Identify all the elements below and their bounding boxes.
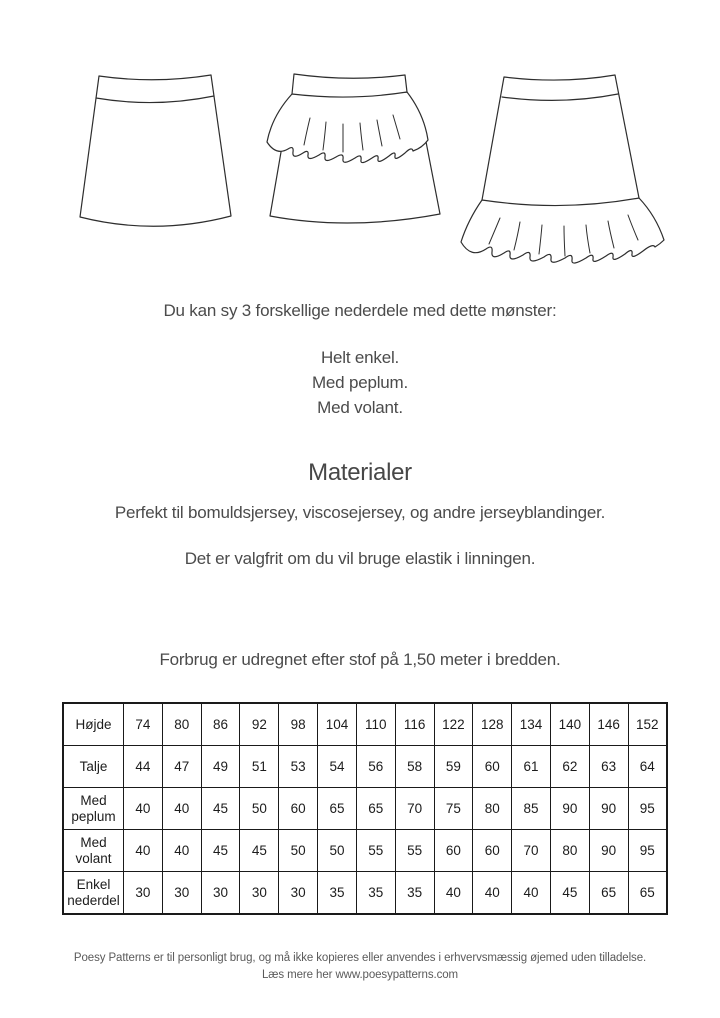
size-value-cell: 40 bbox=[473, 872, 512, 915]
size-value-cell: 35 bbox=[356, 872, 395, 915]
size-value-cell: 90 bbox=[589, 830, 628, 872]
skirt-peplum-illustration bbox=[256, 68, 446, 230]
size-value-cell: 92 bbox=[240, 703, 279, 746]
size-value-cell: 75 bbox=[434, 788, 473, 830]
size-value-cell: 40 bbox=[124, 830, 163, 872]
row-label: Med volant bbox=[63, 830, 124, 872]
intro-text: Du kan sy 3 forskellige nederdele med dette mønster: bbox=[163, 301, 557, 320]
size-value-cell: 47 bbox=[162, 746, 201, 788]
footer-copyright-text: Poesy Patterns er til personligt brug, og må ikke kopieres eller anvendes i erhvervsmæssig øjemed uden tilladelse. bbox=[73, 952, 647, 964]
size-value-cell: 50 bbox=[279, 830, 318, 872]
variant-list bbox=[0, 345, 720, 420]
size-value-cell: 55 bbox=[356, 830, 395, 872]
size-value-cell: 152 bbox=[628, 703, 667, 746]
footer bbox=[0, 950, 720, 984]
size-value-cell: 60 bbox=[434, 830, 473, 872]
size-value-cell: 50 bbox=[240, 788, 279, 830]
table-row bbox=[63, 788, 667, 830]
skirt-volant-illustration bbox=[458, 68, 666, 270]
fabric-usage-note: Forbrug er udregnet efter stof på 1,50 meter i bredden. bbox=[159, 650, 561, 669]
size-value-cell: 80 bbox=[162, 703, 201, 746]
size-value-cell: 95 bbox=[628, 788, 667, 830]
size-value-cell: 65 bbox=[589, 872, 628, 915]
variant-item-enkel: Helt enkel. bbox=[320, 348, 400, 367]
size-value-cell: 30 bbox=[124, 872, 163, 915]
variant-item-peplum: Med peplum. bbox=[311, 373, 409, 392]
size-value-cell: 60 bbox=[473, 830, 512, 872]
size-value-cell: 45 bbox=[550, 872, 589, 915]
size-value-cell: 80 bbox=[473, 788, 512, 830]
size-value-cell: 40 bbox=[512, 872, 551, 915]
plain-skirt-drawing bbox=[71, 66, 243, 238]
row-label: Enkel nederdel bbox=[63, 872, 124, 915]
size-value-cell: 30 bbox=[162, 872, 201, 915]
size-value-cell: 60 bbox=[279, 788, 318, 830]
table-row bbox=[63, 830, 667, 872]
volant-skirt-drawing bbox=[458, 68, 666, 270]
size-value-cell: 45 bbox=[201, 788, 240, 830]
size-value-cell: 45 bbox=[201, 830, 240, 872]
size-value-cell: 104 bbox=[318, 703, 357, 746]
size-value-cell: 61 bbox=[512, 746, 551, 788]
size-value-cell: 40 bbox=[124, 788, 163, 830]
size-value-cell: 44 bbox=[124, 746, 163, 788]
size-value-cell: 54 bbox=[318, 746, 357, 788]
size-value-cell: 134 bbox=[512, 703, 551, 746]
size-value-cell: 146 bbox=[589, 703, 628, 746]
size-value-cell: 140 bbox=[550, 703, 589, 746]
size-value-cell: 86 bbox=[201, 703, 240, 746]
size-value-cell: 65 bbox=[318, 788, 357, 830]
size-value-cell: 59 bbox=[434, 746, 473, 788]
size-table-wrapper bbox=[62, 702, 668, 915]
table-row bbox=[63, 872, 667, 915]
materials-line-fabrics: Perfekt til bomuldsjersey, viscosejersey, og andre jerseyblandinger. bbox=[114, 503, 606, 522]
size-value-cell: 49 bbox=[201, 746, 240, 788]
row-label: Højde bbox=[63, 703, 124, 746]
size-value-cell: 95 bbox=[628, 830, 667, 872]
materials-heading: Materialer bbox=[308, 459, 412, 486]
size-value-cell: 56 bbox=[356, 746, 395, 788]
row-label: Med peplum bbox=[63, 788, 124, 830]
materials-line-elastic: Det er valgfrit om du vil bruge elastik i linningen. bbox=[184, 549, 536, 568]
size-value-cell: 128 bbox=[473, 703, 512, 746]
size-value-cell: 53 bbox=[279, 746, 318, 788]
size-value-cell: 85 bbox=[512, 788, 551, 830]
size-value-cell: 116 bbox=[395, 703, 434, 746]
table-row bbox=[63, 746, 667, 788]
size-value-cell: 70 bbox=[512, 830, 551, 872]
size-value-cell: 110 bbox=[356, 703, 395, 746]
size-value-cell: 122 bbox=[434, 703, 473, 746]
size-value-cell: 80 bbox=[550, 830, 589, 872]
size-value-cell: 60 bbox=[473, 746, 512, 788]
size-value-cell: 90 bbox=[589, 788, 628, 830]
size-value-cell: 40 bbox=[434, 872, 473, 915]
size-value-cell: 30 bbox=[201, 872, 240, 915]
size-value-cell: 62 bbox=[550, 746, 589, 788]
size-value-cell: 51 bbox=[240, 746, 279, 788]
size-value-cell: 45 bbox=[240, 830, 279, 872]
size-value-cell: 35 bbox=[395, 872, 434, 915]
size-value-cell: 50 bbox=[318, 830, 357, 872]
skirt-plain-illustration bbox=[71, 66, 243, 238]
size-value-cell: 74 bbox=[124, 703, 163, 746]
size-table bbox=[62, 702, 668, 915]
size-value-cell: 63 bbox=[589, 746, 628, 788]
size-value-cell: 90 bbox=[550, 788, 589, 830]
size-value-cell: 40 bbox=[162, 830, 201, 872]
size-value-cell: 64 bbox=[628, 746, 667, 788]
table-row bbox=[63, 703, 667, 746]
size-value-cell: 30 bbox=[240, 872, 279, 915]
size-value-cell: 98 bbox=[279, 703, 318, 746]
size-value-cell: 70 bbox=[395, 788, 434, 830]
size-value-cell: 35 bbox=[318, 872, 357, 915]
row-label: Talje bbox=[63, 746, 124, 788]
size-value-cell: 65 bbox=[628, 872, 667, 915]
size-value-cell: 30 bbox=[279, 872, 318, 915]
size-value-cell: 40 bbox=[162, 788, 201, 830]
size-value-cell: 55 bbox=[395, 830, 434, 872]
peplum-skirt-drawing bbox=[256, 68, 446, 230]
size-table-body bbox=[63, 703, 667, 914]
size-value-cell: 58 bbox=[395, 746, 434, 788]
size-value-cell: 65 bbox=[356, 788, 395, 830]
variant-item-volant: Med volant. bbox=[317, 398, 403, 417]
footer-website-text: Læs mere her www.poesypatterns.com bbox=[261, 969, 458, 981]
